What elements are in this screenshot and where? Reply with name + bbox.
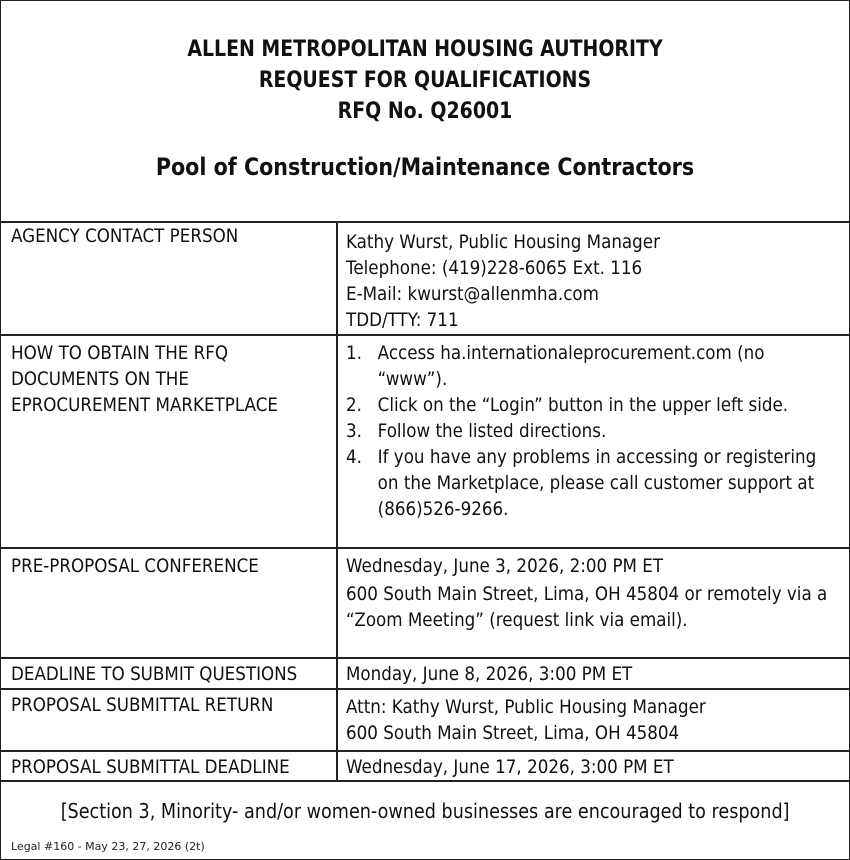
notice-header <box>1 1 849 223</box>
row-pre-proposal-conference <box>1 548 849 658</box>
list-item: 4. If you have any problems in accessing or registering on the Marketplace, please call customer support at (866)526-9266. <box>346 446 817 520</box>
contact-email: E-Mail: kwurst@allenmha.com <box>346 283 599 305</box>
row-label: PROPOSAL SUBMITTAL RETURN <box>1 689 337 751</box>
rfq-number: RFQ No. Q26001 <box>337 99 513 124</box>
contact-details <box>337 223 849 335</box>
document-type: REQUEST FOR QUALIFICATIONS <box>258 68 592 93</box>
submittal-deadline-value: Wednesday, June 17, 2026, 3:00 PM ET <box>337 751 849 781</box>
conference-details <box>337 548 849 658</box>
rfq-subject: Pool of Construction/Maintenance Contractors <box>155 153 695 181</box>
list-item: 1. Access ha.internationaleprocurement.com (no “www”). <box>346 342 765 390</box>
row-label: DEADLINE TO SUBMIT QUESTIONS <box>1 658 337 689</box>
rfq-info-table <box>1 223 849 782</box>
row-label: HOW TO OBTAIN THE RFQ DOCUMENTS ON THE EPROCUREMENT MARKETPLACE <box>1 335 337 548</box>
row-contact <box>1 223 849 335</box>
row-label: PRE-PROPOSAL CONFERENCE <box>1 548 337 658</box>
list-item: 3. Follow the listed directions. <box>346 420 607 442</box>
contact-name: Kathy Wurst, Public Housing Manager <box>346 231 660 253</box>
agency-name: ALLEN METROPOLITAN HOUSING AUTHORITY <box>187 37 663 62</box>
contact-phone: Telephone: (419)228-6065 Ext. 116 <box>346 257 643 279</box>
obtain-steps <box>337 335 849 548</box>
submittal-return-address: Attn: Kathy Wurst, Public Housing Manager 600 South Main Street, Lima, OH 45804 <box>337 689 849 751</box>
row-submittal-return <box>1 689 849 751</box>
list-item: 2. Click on the “Login” button in the upper left side. <box>346 394 789 416</box>
row-obtain-documents <box>1 335 849 548</box>
row-label: PROPOSAL SUBMITTAL DEADLINE <box>1 751 337 781</box>
steps-list <box>346 340 839 522</box>
questions-deadline-value: Monday, June 8, 2026, 3:00 PM ET <box>337 658 849 689</box>
legal-reference: Legal #160 - May 23, 27, 2026 (2t) <box>11 840 205 853</box>
contact-tdd: TDD/TTY: 711 <box>346 309 459 331</box>
encouragement-statement: [Section 3, Minority- and/or women-owned businesses are encouraged to respond] <box>60 799 790 823</box>
conference-date: Wednesday, June 3, 2026, 2:00 PM ET <box>346 555 664 577</box>
row-submittal-deadline <box>1 751 849 781</box>
row-label: AGENCY CONTACT PERSON <box>1 223 337 335</box>
conference-location: 600 South Main Street, Lima, OH 45804 or remotely via a “Zoom Meeting” (request link via email). <box>346 583 828 631</box>
row-questions-deadline <box>1 658 849 689</box>
